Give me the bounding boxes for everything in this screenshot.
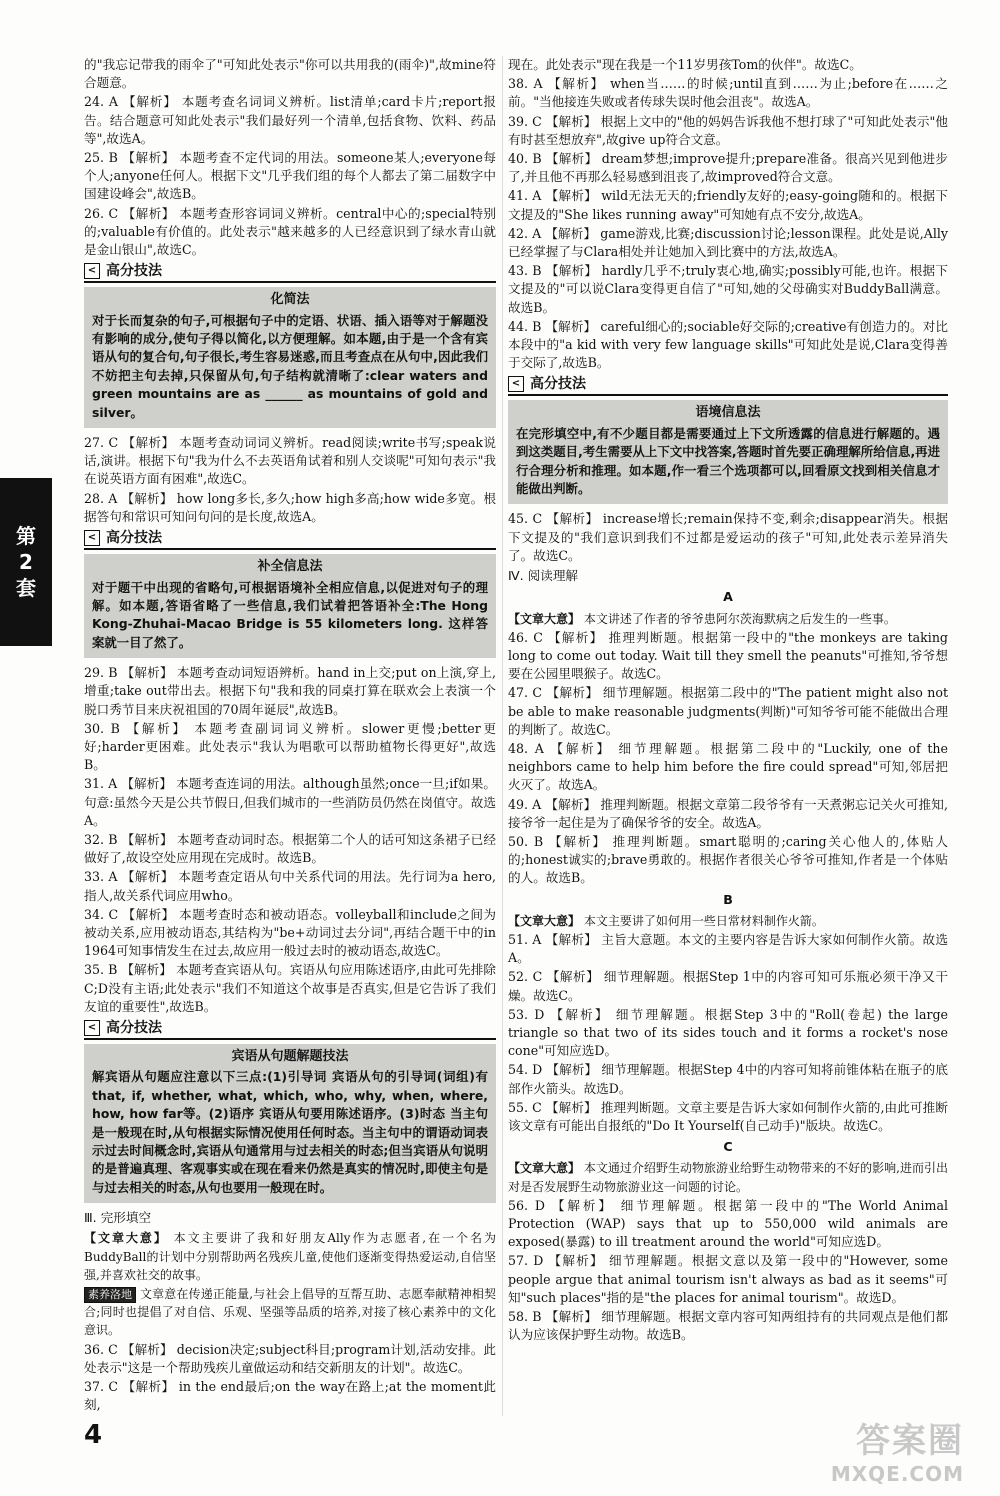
tip-heading [508, 374, 948, 396]
answer-paragraph: 58. B 【解析】 细节理解题。根据文章内容可知两组持有的共同观点是他们都认为应该保护野生动物。故选B。 [508, 1309, 948, 1343]
answer-paragraph: 33. A 【解析】 本题考查定语从句中关系代词的用法。先行词为a hero,指人,故关系代词应用who。 [84, 869, 496, 903]
set-tab-char: 套 [16, 576, 36, 600]
main-idea-text: 本文主要讲了如何用一些日常材料制作火箭。 [583, 913, 824, 928]
main-idea-label: 【文章大意】 [508, 1161, 581, 1176]
set-tab-char: 2 [19, 550, 33, 574]
section-heading: Ⅲ. 完形填空 [84, 1210, 152, 1226]
main-idea-text: 本文讲述了作者的爷爷患阿尔茨海默病之后发生的一些事。 [583, 611, 896, 626]
answer-paragraph: 44. B 【解析】 careful细心的;sociable好交际的;creative有创造力的。对比本段中的"a kid with very few language skills"可知此处是说,Clara变得善于交际了,故选B。 [508, 318, 948, 371]
answer-paragraph: 41. A 【解析】 wild无法无天的;friendly友好的;easy-going随和的。根据下文提及的"She likes running away"可知她有点不安分,故选A。 [508, 188, 948, 222]
main-idea-text: 文章意在传递正能量,与社会上倡导的互帮互助、志愿奉献精神相契合;同时也提倡了对自信、乐观、坚强等品质的培养,对接了核心素养中的文化意识。 [84, 1287, 496, 1338]
tip-box-title: 宾语从句题解题技法 [231, 1048, 349, 1064]
right-column [508, 56, 948, 1345]
answer-paragraph: 27. C 【解析】 本题考查动词词义辨析。read阅读;write书写;speak说话,演讲。根据下句"我为什么不去英语角试着和别人交谈呢"可知句表示"我在说英语方面有困难",故选C。 [84, 435, 496, 487]
tip-icon: < [84, 1020, 100, 1036]
main-idea [84, 1285, 496, 1340]
main-idea-label: 【文章大意】 [508, 913, 581, 928]
tip-heading-label: 高分技法 [106, 529, 162, 546]
page-number: 4 [84, 1420, 103, 1450]
tip-heading [84, 1018, 496, 1040]
main-idea [508, 610, 948, 628]
tip-box-text: 对于长而复杂的句子,可根据句子中的定语、状语、插入语等对于解题没有影响的成分,使句子得以简化,以方便理解。如本题,由于是一个含有宾语从句的复合句,句子很长,考生容易迷惑,而且考查点在从句中,因此我们不妨把主句去掉,只保留从句,句子结构就清晰了:clear waters and green mountains are as ______ as mountains of gold and silver。 [92, 312, 488, 420]
tip-box [508, 400, 948, 504]
main-idea-label: 素养洛地 [84, 1287, 136, 1303]
main-idea [508, 912, 948, 930]
tip-box [84, 1044, 496, 1203]
answer-paragraph: 51. A 【解析】 主旨大意题。本文的主要内容是告诉大家如何制作火箭。故选A。 [508, 931, 948, 966]
answer-paragraph: 30. B 【解析】 本题考查副词词义辨析。slower更慢;better更好;harder更困难。此处表示"我认为唱歌可以帮助植物长得更好",故选B。 [84, 720, 496, 773]
main-idea-text: 本文通过介绍野生动物旅游业给野生动物带来的不好的影响,进而引出对是否发展野生动物旅游业这一问题的讨论。 [508, 1161, 948, 1194]
answer-paragraph: 57. D 【解析】 细节理解题。根据文意以及第一段中的"However, some people argue that animal tourism isn't always as bad as it seems"可知"such places"指的是"the places for animal tourism"。故选D。 [508, 1253, 948, 1305]
tip-heading [84, 528, 496, 550]
answer-paragraph: 31. A 【解析】 本题考查连词的用法。although虽然;once一旦;if如果。句意:虽然今天是公共节假日,但我们城市的一些消防员仍然在岗值守。故选A。 [84, 776, 496, 828]
passage-letter: C [723, 1139, 733, 1155]
tip-heading-label: 高分技法 [106, 1019, 162, 1036]
answer-paragraph: 的"我忘记带我的雨伞了"可知此处表示"你可以共用我的(雨伞)",故mine符合题意。 [84, 57, 496, 91]
set-tab-char: 第 [16, 524, 36, 548]
answer-paragraph: 47. C 【解析】 细节理解题。根据第二段中的"The patient might also not be able to make reasonable judgments(判断)"可知爷爷可能不能做出合理的判断了。故选C。 [508, 685, 948, 737]
answer-paragraph: 26. C 【解析】 本题考查形容词词义辨析。central中心的;special特别的;valuable有价值的。此处表示"越来越多的人已经意识到了绿水青山就是金山银山",故选C。 [84, 205, 496, 258]
passage-letter: A [723, 589, 733, 605]
tip-icon: < [84, 263, 100, 279]
answer-paragraph: 45. C 【解析】 increase增长;remain保持不变,剩余;disappear消失。根据下文提及的"我们意识到我们不过都是爱运动的孩子"可知,此处表示差异消失了。故选C。 [508, 511, 948, 563]
tip-box [84, 287, 496, 428]
answer-paragraph: 52. C 【解析】 细节理解题。根据Step 1中的内容可知可乐瓶必须干净又干燥。故选C。 [508, 969, 948, 1003]
tip-icon: < [84, 530, 100, 546]
main-idea-text: 本文主要讲了我和好朋友Ally作为志愿者,在一个名为BuddyBall的计划中分别帮助两名残疾儿童,使他们逐渐变得热爱运动,自信坚强,并喜欢社交的故事。 [84, 1231, 496, 1282]
answer-paragraph: 34. C 【解析】 本题考查时态和被动语态。volleyball和include之间为被动关系,应用被动语态,其结构为"be+动词过去分词",再结合题干中的in 1964可知事情发生在过去,故应用一般过去时的被动语态,故选C。 [84, 906, 496, 959]
tip-heading [84, 261, 496, 283]
answer-paragraph: 55. C 【解析】 推理判断题。文章主要是告诉大家如何制作火箭的,由此可推断该文章有可能出自报纸的"Do It Yourself(自己动手)"版块。故选C。 [508, 1099, 948, 1133]
main-idea [84, 1229, 496, 1284]
tip-box-title: 补全信息法 [257, 559, 323, 575]
watermark-line1: 答案圈 [856, 1421, 964, 1461]
answer-paragraph: 50. B 【解析】 推理判断题。smart聪明的;caring关心他人的,体贴人的;honest诚实的;brave勇敢的。根据作者很关心爷爷可推知,作者是一个体贴的人。故选B。 [508, 833, 948, 886]
answer-paragraph: 46. C 【解析】 推理判断题。根据第一段中的"the monkeys are taking long to come out today. Wait till they smell the peanuts"可推知,爷爷想要在公园里喂猴子。故选C。 [508, 629, 948, 682]
answer-paragraph: 24. A 【解析】 本题考查名词词义辨析。list清单;card卡片;report报告。结合题意可知此处表示"我们最好列一个清单,包括食物、饮料、药品等",故选A。 [84, 94, 496, 146]
answer-paragraph: 35. B 【解析】 本题考查宾语从句。宾语从句应用陈述语序,由此可先排除C;D没有主语;此处表示"我们不知道这个故事是否真实,但是它告诉了我们友谊的重要性",故选B。 [84, 962, 496, 1014]
set-tab [0, 478, 52, 646]
answer-paragraph: 39. C 【解析】 根据上文中的"他的妈妈告诉我他不想打球了"可知此处表示"他有时甚至想放弃",故give up符合文意。 [508, 113, 948, 147]
tip-box-text: 在完形填空中,有不少题目都是需要通过上下文所透露的信息进行解题的。遇到这类题目,考生需要从上下文中找答案,答题时首先要正确理解所给信息,再进行合理分析和推理。如本题,作一看三个选项都可以,回看原文找到相关信息才能做出判断。 [516, 425, 940, 497]
tip-box-text: 对于题干中出现的省略句,可根据语境补全相应信息,以促进对句子的理解。如本题,答语省略了一些信息,我们试着把答语补全:The Hong Kong-Zhuhai-Macao Bridge is 55 kilometers long. 这样答案就一目了然了。 [92, 579, 488, 650]
tip-box [84, 554, 496, 658]
answer-paragraph: 43. B 【解析】 hardly几乎不;truly衷心地,确实;possibly可能,也许。根据下文提及的"可以说Clara变得更自信了"可知,她的父母确实对BuddyBall满意。故选B。 [508, 263, 948, 315]
tip-box-title: 语境信息法 [695, 405, 761, 421]
tip-box-text: 解宾语从句题应注意以下三点:(1)引导词 宾语从句的引导词(词组)有that, if, whether, what, which, who, why, when, where, how, how far等。(2)语序 宾语从句要用陈述语序。(3)时态 当主句是一般现在时,从句根据实际情况使用任何时态。当主句中的谓语动词表示过去时间概念时,宾语从句通常用与过去相关的时态;但当宾语从句说明的是普遍真理、客观事实或在现在看来仍然是真实的情况时,即使主句是与过去相关的时态,从句也要用一般现在时。 [92, 1069, 488, 1195]
section-heading: Ⅳ. 阅读理解 [508, 568, 579, 584]
answer-paragraph: 54. D 【解析】 细节理解题。根据Step 4中的内容可知将前锥体粘在瓶子的底部作火箭头。故选D。 [508, 1062, 948, 1096]
column-divider [502, 56, 503, 1416]
passage-letter: B [723, 891, 733, 907]
tip-heading-label: 高分技法 [530, 376, 586, 393]
answer-paragraph: 37. C 【解析】 in the end最后;on the way在路上;at the moment此刻, [84, 1379, 496, 1413]
tip-box-title: 化简法 [270, 292, 310, 308]
answer-paragraph: 40. B 【解析】 dream梦想;improve提升;prepare准备。很高兴见到他进步了,并且他不再那么轻易感到沮丧了,故improved符合文意。 [508, 151, 948, 185]
answer-paragraph: 38. A 【解析】 when当……的时候;until直到……为止;before在……之前。"当他接连失败或者传球失误时他会沮丧"。故选A。 [508, 76, 948, 110]
answer-paragraph: 48. A 【解析】 细节理解题。根据第二段中的"Luckily, one of the neighbors came to help him before the fire could spread"可知,邻居把火灭了。故选A。 [508, 740, 948, 793]
answer-paragraph: 36. C 【解析】 decision决定;subject科目;program计划,活动安排。此处表示"这是一个帮助残疾儿童做运动和结交新朋友的计划"。故选C。 [84, 1341, 496, 1375]
main-idea-label: 【文章大意】 [508, 611, 581, 626]
answer-paragraph: 25. B 【解析】 本题考查不定代词的用法。someone某人;everyone每个人;anyone任何人。根据下文"几乎我们组的每个人都去了第二届数字中国建设峰会",故选B。 [84, 150, 496, 202]
answer-paragraph: 32. B 【解析】 本题考查动词时态。根据第二个人的话可知这条裙子已经做好了,故设空处应用现在完成时。故选B。 [84, 831, 496, 866]
answer-paragraph: 56. D 【解析】 细节理解题。根据第一段中的"The World Animal Protection (WAP) says that up to 550,000 wild animals are exposed(暴露) to ill treatment around the world"可知应选D。 [508, 1197, 948, 1250]
watermark-line2: MXQE.COM [830, 1462, 964, 1486]
answer-paragraph: 28. A 【解析】 how long多长,多久;how high多高;how wide多宽。根据答句和常识可知问句问的是长度,故选A。 [84, 490, 496, 524]
answer-paragraph: 49. A 【解析】 推理判断题。根据文章第二段爷爷有一天煮粥忘记关火可推知,接爷爷一起住是为了确保爷爷的安全。故选A。 [508, 796, 948, 830]
tip-icon: < [508, 376, 524, 392]
watermark [831, 1413, 964, 1486]
answer-paragraph: 42. A 【解析】 game游戏,比赛;discussion讨论;lesson课程。此处是说,Ally已经掌握了与Clara相处并让她加入到比赛中的方法,故选A。 [508, 225, 948, 260]
answer-paragraph: 29. B 【解析】 本题考查动词短语辨析。hand in上交;put on上演,穿上,增重;take out带出去。根据下句"我和我的同桌打算在联欢会上表演一个脱口秀节目来庆祝祖国的70周年诞辰",故选B。 [84, 665, 496, 717]
left-column [84, 56, 496, 1415]
main-idea [508, 1159, 948, 1195]
tip-heading-label: 高分技法 [106, 263, 162, 280]
main-idea-label: 【文章大意】 [84, 1231, 168, 1246]
answer-paragraph: 现在。此处表示"现在我是一个11岁男孩Tom的伙伴"。故选C。 [508, 57, 862, 72]
answer-paragraph: 53. D 【解析】 细节理解题。根据Step 3中的"Roll(卷起) the large triangle so that two of its sides touch and it forms a rocket's nose cone"可知应选D。 [508, 1006, 948, 1059]
